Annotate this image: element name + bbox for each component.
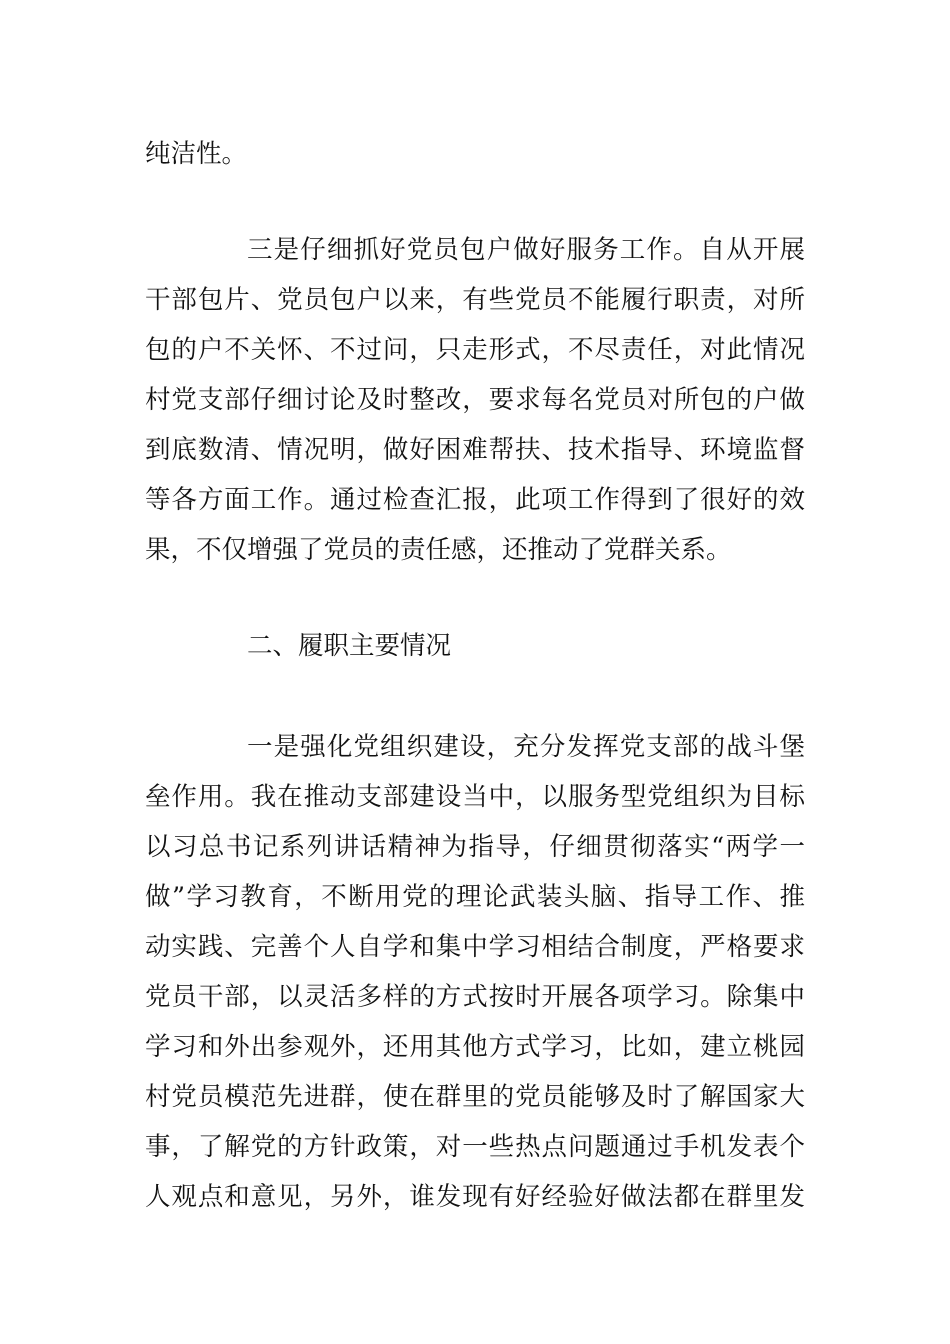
paragraph-line: 村党支部仔细讨论及时整改，要求每名党员对所包的户做: [145, 385, 805, 415]
paragraph-line: 党员干部，以灵活多样的方式按时开展各项学习。除集中: [145, 982, 805, 1012]
paragraph-line: 包的户不关怀、不过问，只走形式，不尽责任，对此情况: [145, 335, 805, 365]
paragraph-line: 一是强化党组织建设，充分发挥党支部的战斗堡: [247, 732, 805, 762]
paragraph-line: 学习和外出参观外，还用其他方式学习，比如，建立桃园: [145, 1032, 805, 1062]
paragraph-line: 干部包片、党员包户以来，有些党员不能履行职责，对所: [145, 285, 805, 315]
paragraph-line: 等各方面工作。通过检查汇报，此项工作得到了很好的效: [145, 485, 805, 515]
paragraph-line: 人观点和意见，另外，谁发现有好经验好做法都在群里发: [145, 1182, 805, 1212]
paragraph-line: 做”学习教育，不断用党的理论武装头脑、指导工作、推: [145, 882, 805, 912]
paragraph-line: 三是仔细抓好党员包户做好服务工作。自从开展: [247, 235, 805, 265]
section-heading: 二、履职主要情况: [247, 631, 452, 661]
paragraph-line: 村党员模范先进群，使在群里的党员能够及时了解国家大: [145, 1082, 805, 1112]
paragraph-line: 纯洁性。: [145, 139, 248, 169]
paragraph-line: 到底数清、情况明，做好困难帮扶、技术指导、环境监督: [145, 435, 805, 465]
paragraph-line: 动实践、完善个人自学和集中学习相结合制度，严格要求: [145, 932, 805, 962]
paragraph-line: 以习总书记系列讲话精神为指导，仔细贯彻落实“两学一: [145, 832, 805, 862]
paragraph-line: 垒作用。我在推动支部建设当中，以服务型党组织为目标: [145, 782, 805, 812]
paragraph-line: 果，不仅增强了党员的责任感，还推动了党群关系。: [145, 535, 732, 565]
paragraph-line: 事，了解党的方针政策，对一些热点问题通过手机发表个: [145, 1132, 805, 1162]
